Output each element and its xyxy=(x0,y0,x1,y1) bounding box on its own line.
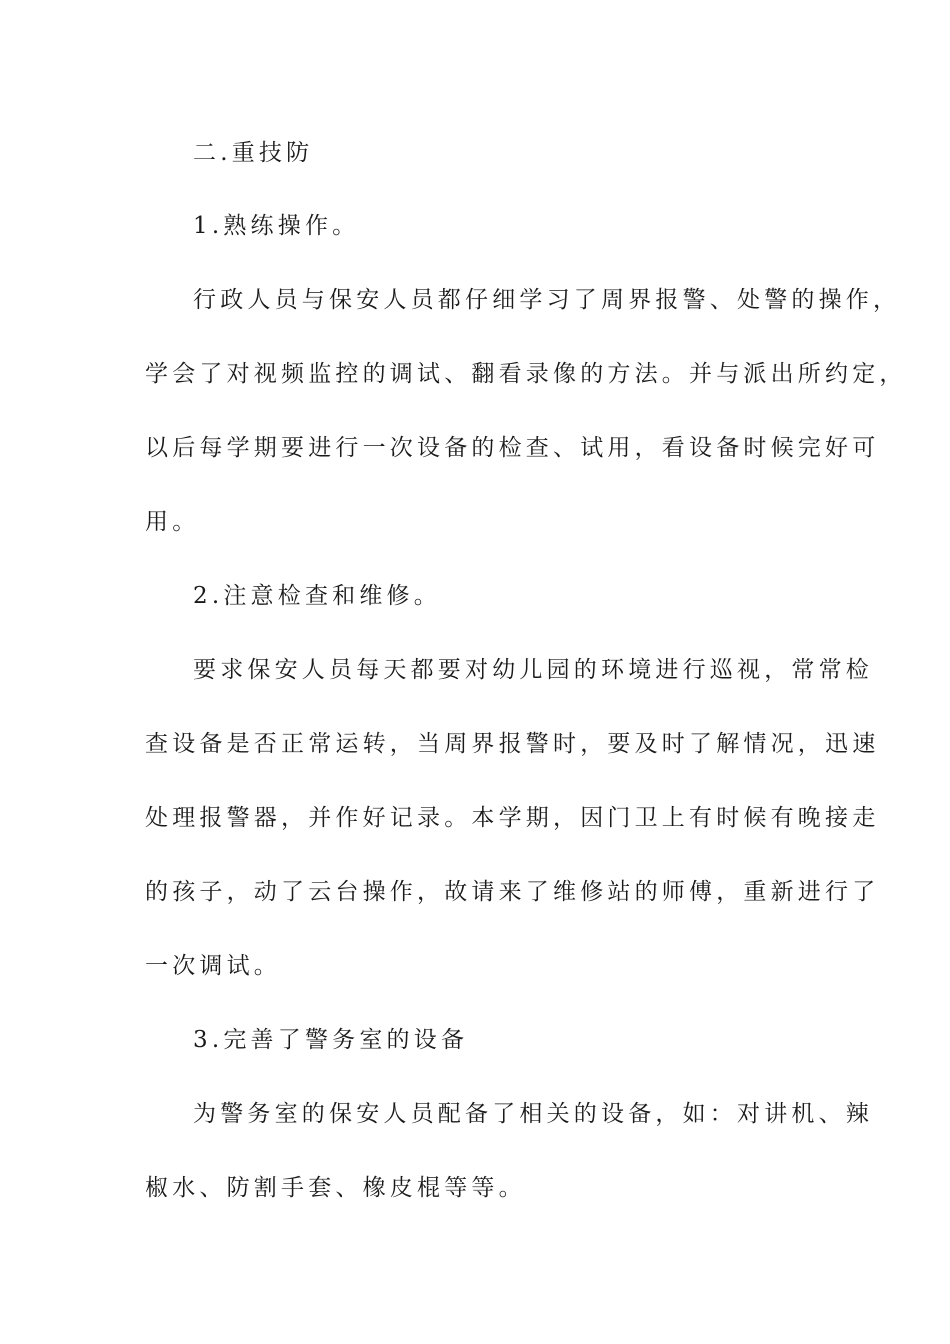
paragraph-2-line-3: 处理报警器，并作好记录。本学期，因门卫上有时候有晚接走 xyxy=(145,805,880,831)
subheading-2: 2.注意检查和维修。 xyxy=(193,583,441,609)
paragraph-1-line-4: 用。 xyxy=(145,509,200,535)
paragraph-2-line-5: 一次调试。 xyxy=(145,953,281,979)
paragraph-2-line-4: 的孩子，动了云台操作，故请来了维修站的师傅，重新进行了 xyxy=(145,879,880,905)
paragraph-1-line-3: 以后每学期要进行一次设备的检查、试用，看设备时候完好可 xyxy=(145,435,880,461)
paragraph-2-line-1: 要求保安人员每天都要对幼儿园的环境进行巡视，常常检 xyxy=(193,657,873,683)
paragraph-2-line-2: 查设备是否正常运转，当周界报警时，要及时了解情况，迅速 xyxy=(145,731,880,757)
subheading-1: 1.熟练操作。 xyxy=(193,213,360,239)
paragraph-3-line-1: 为警务室的保安人员配备了相关的设备，如：对讲机、辣 xyxy=(193,1101,873,1127)
section-heading: 二.重技防 xyxy=(193,140,314,166)
paragraph-1-line-2: 学会了对视频监控的调试、翻看录像的方法。并与派出所约定， xyxy=(145,361,907,387)
paragraph-1-line-1: 行政人员与保安人员都仔细学习了周界报警、处警的操作， xyxy=(193,287,901,313)
subheading-3: 3.完善了警务室的设备 xyxy=(193,1027,469,1053)
paragraph-3-line-2: 椒水、防割手套、橡皮棍等等。 xyxy=(145,1175,526,1201)
